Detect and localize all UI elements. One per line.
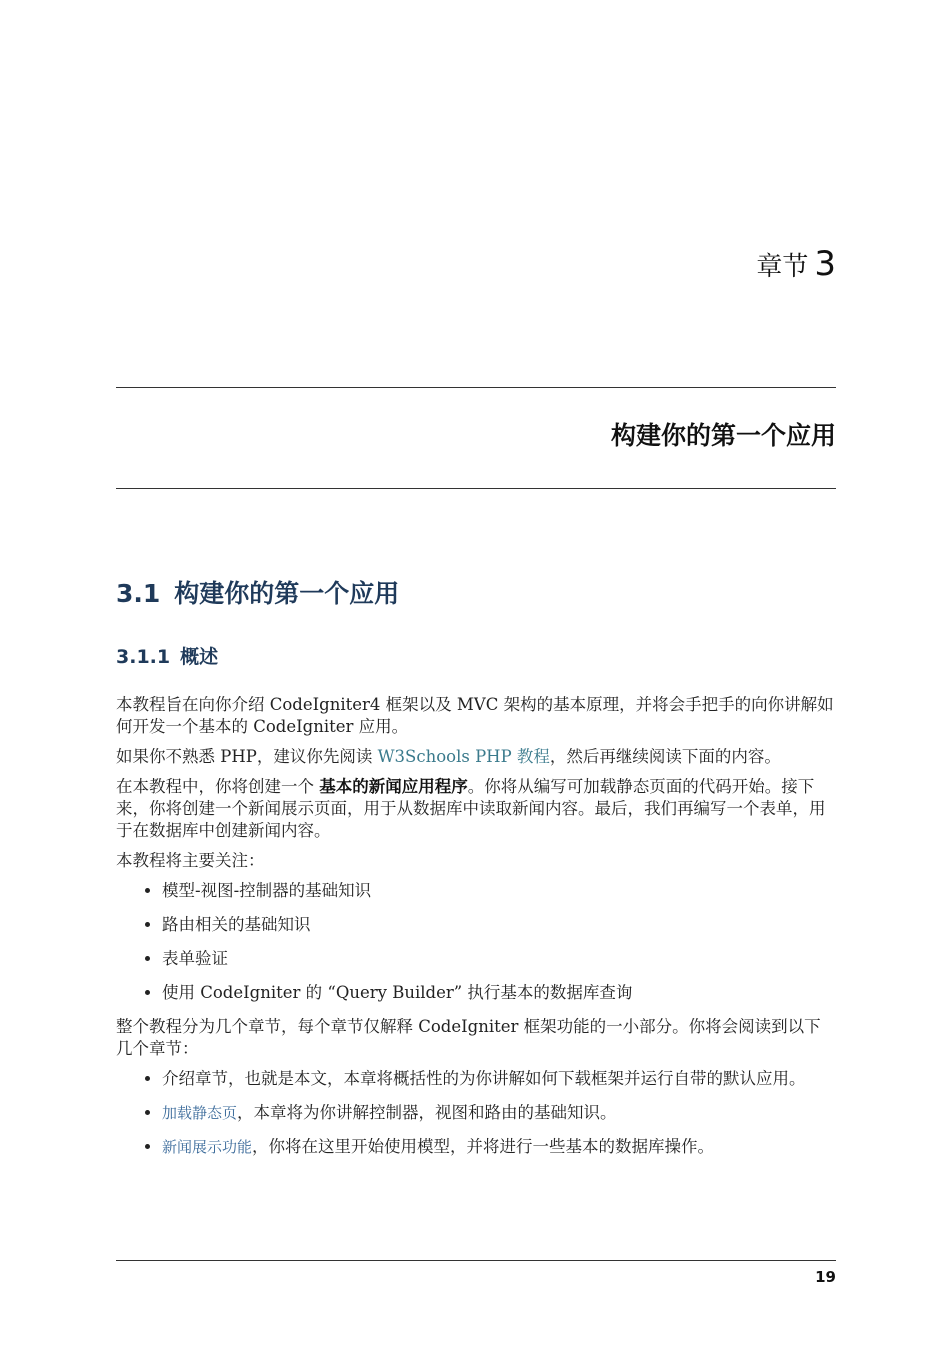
chapter-label — [756, 244, 836, 284]
static-pages-link[interactable]: 加载静态页 — [162, 1104, 238, 1122]
list-item — [162, 1102, 836, 1124]
news-section-link[interactable]: 新闻展示功能 — [162, 1138, 253, 1156]
page-number: 19 — [815, 1268, 836, 1286]
section-number: 3.1 — [116, 579, 161, 608]
intro-paragraph: 本教程旨在向你介绍 CodeIgniter4 框架以及 MVC 架构的基本原理，并将会手把手的向你讲解如何开发一个基本的 CodeIgniter 应用。 — [116, 695, 834, 736]
focus-intro: 本教程将主要关注： — [116, 851, 265, 870]
chapter-label-text: 章节 — [756, 252, 809, 282]
tutorial-paragraph — [116, 776, 836, 842]
list-item: • 介绍章节，也就是本文，本章将概括性的为你讲解如何下载框架并运行自带的默认应用。 — [162, 1068, 836, 1090]
news-app-emphasis: 基本的新闻应用程序 — [319, 777, 468, 796]
body-text — [116, 694, 836, 1170]
list-item: • 表单验证 — [162, 948, 836, 970]
subsection-number: 3.1.1 — [116, 646, 171, 668]
tutorial-paragraph-start: 在本教程中，你将创建一个 — [116, 777, 320, 796]
php-paragraph-end: ，然后再继续阅读下面的内容。 — [549, 747, 781, 766]
section-title: 构建你的第一个应用 — [174, 579, 400, 608]
footer-rule — [116, 1260, 836, 1261]
chapter-bottom-rule — [116, 488, 836, 489]
chapters-intro: 整个教程分为几个章节，每个章节仅解释 CodeIgniter 框架功能的一小部分。你将会阅读到以下几个章节： — [116, 1017, 821, 1058]
section-heading — [116, 574, 399, 610]
news-section-desc: ，你将在这里开始使用模型，并将进行一些基本的数据库操作。 — [252, 1137, 715, 1156]
focus-list — [116, 880, 836, 1004]
w3schools-link[interactable]: W3Schools PHP 教程 — [377, 747, 550, 766]
chapter-number: 3 — [814, 244, 836, 284]
php-paragraph — [116, 746, 836, 768]
chapter-list — [116, 1068, 836, 1158]
list-item — [162, 1136, 836, 1158]
php-paragraph-start: 如果你不熟悉 PHP，建议你先阅读 — [116, 747, 378, 766]
chapter-title: 构建你的第一个应用 — [610, 421, 836, 450]
chapter-top-rule — [116, 387, 836, 388]
subsection-title: 概述 — [180, 646, 219, 668]
static-pages-desc: ，本章将为你讲解控制器，视图和路由的基础知识。 — [237, 1103, 617, 1122]
list-item: • 路由相关的基础知识 — [162, 914, 836, 936]
tutorial-paragraph-end: 。你将从编写可加载静态页面的代码开始。接下来，你将创建一个新闻展示页面，用于从数据库中读取新闻内容。最后，我们再编写一个表单，用于在数据库中创建新闻内容。 — [116, 777, 826, 840]
list-item: • 模型-视图-控制器的基础知识 — [162, 880, 836, 902]
list-item: • 使用 CodeIgniter 的 “Query Builder” 执行基本的数据库查询 — [162, 982, 836, 1004]
subsection-heading — [116, 642, 218, 669]
